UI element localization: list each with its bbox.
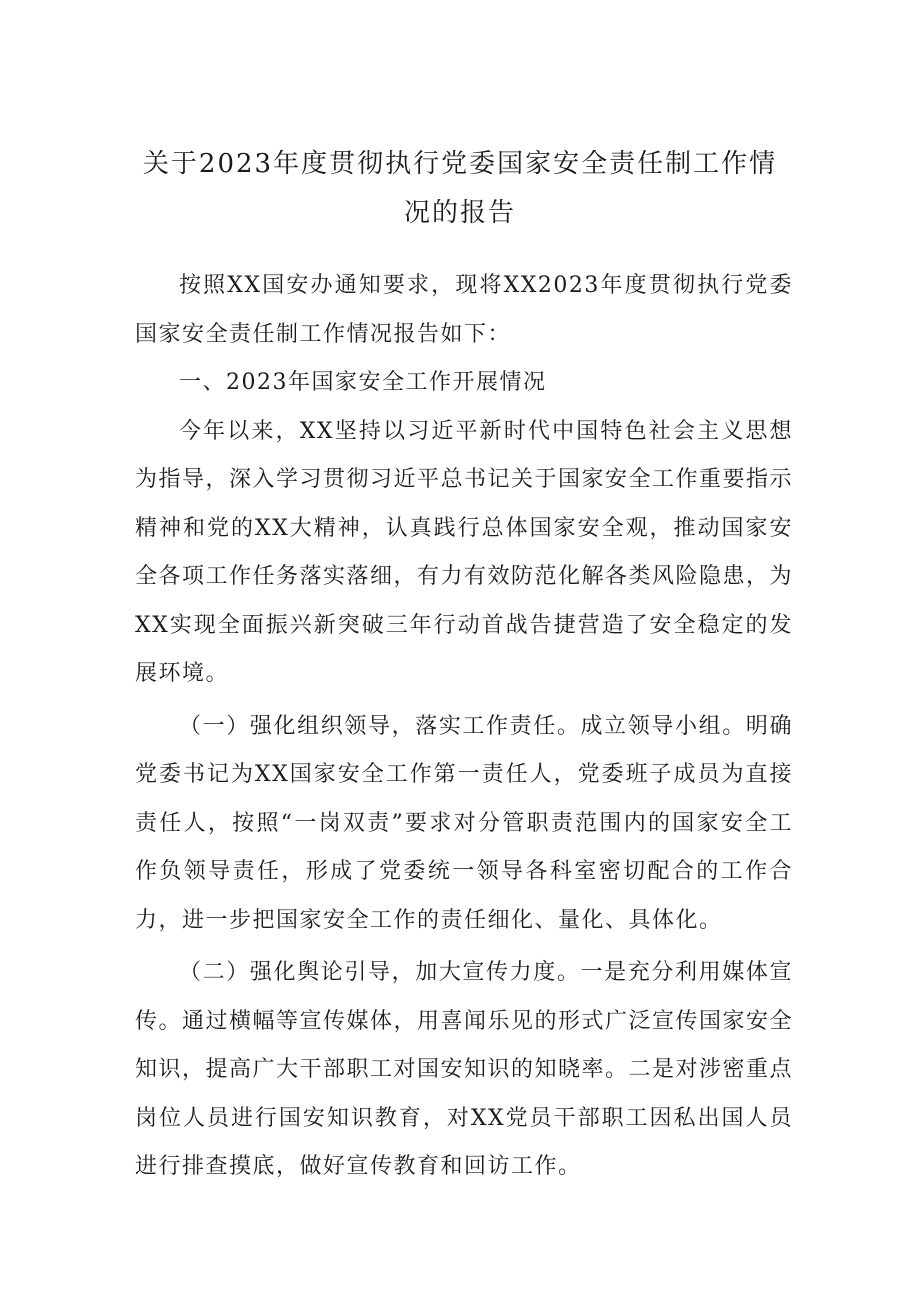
paragraph-overview: 今年以来，XX坚持以习近平新时代中国特色社会主义思想为指导，深入学习贯彻习近平总书记关于国家安全工作重要指示精神和党的XX大精神，认真践行总体国家安全观，推动国家安全各项工作任务落实落细，有力有效防范化解各类风险隐患，为XX实现全面振兴新突破三年行动首战告捷营造了安全稳定的发展环境。 [135, 418, 794, 686]
paragraph-organization: （一）强化组织领导，落实工作责任。成立领导小组。明确党委书记为XX国家安全工作第一责任人，党委班子成员为直接责任人，按照“一岗双责”要求对分管职责范围内的国家安全工作负领导责任，形成了党委统一领导各科室密切配合的工作合力，进一步把国家安全工作的责任细化、量化、具体化。 [135, 713, 793, 933]
document-title: 关于2023年度贯彻执行党委国家安全责任制工作情况的报告 [142, 149, 778, 228]
paragraph-publicity: （二）强化舆论引导，加大宣传力度。一是充分利用媒体宣传。通过横幅等宣传媒体，用喜闻乐见的形式广泛宣传国家安全知识，提高广大干部职工对国安知识的知晓率。二是对涉密重点岗位人员进行国安知识教育，对XX党员干部职工因私出国人员进行排查摸底，做好宣传教育和回访工作。 [135, 960, 794, 1179]
document-body [135, 262, 793, 1192]
section-heading-1: 一、2023年国家安全工作开展情况 [179, 370, 547, 395]
paragraph-intro: 按照XX国安办通知要求，现将XX2023年度贯彻执行党委国家安全责任制工作情况报告如下： [135, 273, 793, 347]
